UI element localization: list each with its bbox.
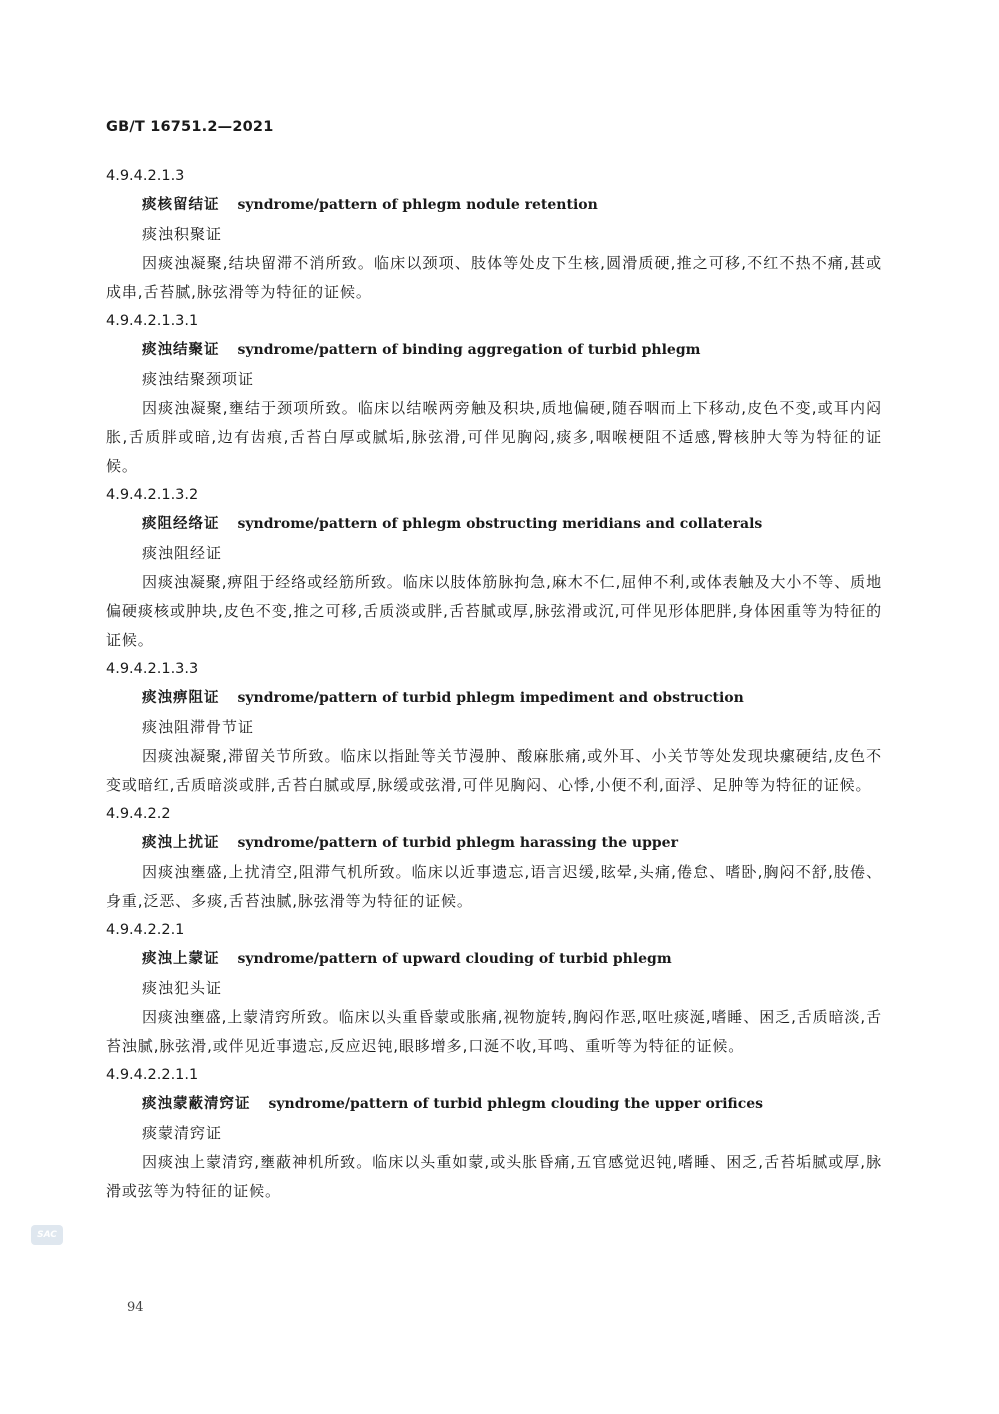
clause-number: 4.9.4.2.1.3 bbox=[106, 168, 185, 184]
term-english: syndrome/pattern of turbid phlegm impediment and obstruction bbox=[237, 690, 744, 706]
term-chinese: 痰浊痹阻证 bbox=[142, 690, 220, 706]
clause-number: 4.9.4.2.1.3.2 bbox=[106, 487, 199, 503]
definition: 因痰浊上蒙清窍,壅蔽神机所致。临床以头重如蒙,或头胀昏痛,五官感觉迟钝,嗜睡、困乏,舌苔垢腻或厚,脉滑或弦等为特征的证候。 bbox=[106, 1153, 882, 1200]
synonym: 痰浊结聚颈项证 bbox=[142, 370, 255, 388]
page-number: 94 bbox=[127, 1300, 144, 1315]
term-english: syndrome/pattern of phlegm nodule retention bbox=[237, 197, 598, 213]
term-line bbox=[106, 684, 882, 713]
term-chinese: 痰浊上蒙证 bbox=[142, 951, 220, 967]
definition: 因痰浊壅盛,上扰清空,阻滞气机所致。临床以近事遗忘,语言迟缓,眩晕,头痛,倦怠、嗜卧,胸闷不舒,肢倦、身重,泛恶、多痰,舌苔浊腻,脉弦滑等为特征的证候。 bbox=[106, 863, 882, 910]
term-english: syndrome/pattern of turbid phlegm harassing the upper bbox=[237, 835, 678, 851]
entry-4-9-4-2-2-1-1 bbox=[106, 1061, 882, 1206]
term-english: syndrome/pattern of upward clouding of turbid phlegm bbox=[237, 951, 672, 967]
term-english: syndrome/pattern of phlegm obstructing meridians and collaterals bbox=[237, 516, 763, 532]
definition: 因痰浊凝聚,壅结于颈项所致。临床以结喉两旁触及积块,质地偏硬,随吞咽而上下移动,皮色不变,或耳内闷胀,舌质胖或暗,边有齿痕,舌苔白厚或腻垢,脉弦滑,可伴见胸闷,痰多,咽喉梗阻不适感,臀核肿大等为特征的证候。 bbox=[106, 399, 882, 475]
term-chinese: 痰阻经络证 bbox=[142, 516, 220, 532]
synonym: 痰浊积聚证 bbox=[142, 225, 223, 243]
term-chinese: 痰浊结聚证 bbox=[142, 342, 220, 358]
standard-code-header: GB/T 16751.2—2021 bbox=[106, 119, 274, 135]
entry-4-9-4-2-1-3-3 bbox=[106, 655, 882, 800]
term-chinese: 痰核留结证 bbox=[142, 197, 220, 213]
clause-number: 4.9.4.2.1.3.3 bbox=[106, 661, 199, 677]
synonym: 痰蒙清窍证 bbox=[142, 1124, 223, 1142]
entry-4-9-4-2-2-1 bbox=[106, 916, 882, 1061]
term-line bbox=[106, 829, 882, 858]
entry-4-9-4-2-1-3-2 bbox=[106, 481, 882, 655]
sac-watermark-logo: SAC bbox=[31, 1225, 63, 1245]
term-chinese: 痰浊上扰证 bbox=[142, 835, 220, 851]
entry-4-9-4-2-1-3-1 bbox=[106, 307, 882, 481]
term-english: syndrome/pattern of binding aggregation of turbid phlegm bbox=[237, 342, 701, 358]
entry-list bbox=[106, 162, 882, 1206]
term-line bbox=[106, 336, 882, 365]
term-line bbox=[106, 191, 882, 220]
synonym: 痰浊犯头证 bbox=[142, 979, 223, 997]
term-english: syndrome/pattern of turbid phlegm clouding the upper orifices bbox=[268, 1096, 764, 1112]
definition: 因痰浊凝聚,结块留滞不消所致。临床以颈项、肢体等处皮下生核,圆滑质硬,推之可移,不红不热不痛,甚或成串,舌苔腻,脉弦滑等为特征的证候。 bbox=[106, 254, 882, 301]
clause-number: 4.9.4.2.1.3.1 bbox=[106, 313, 199, 329]
clause-number: 4.9.4.2.2.1 bbox=[106, 922, 185, 938]
entry-4-9-4-2-2 bbox=[106, 800, 882, 916]
definition: 因痰浊凝聚,痹阻于经络或经筋所致。临床以肢体筋脉拘急,麻木不仁,屈伸不利,或体表触及大小不等、质地偏硬痰核或肿块,皮色不变,推之可移,舌质淡或胖,舌苔腻或厚,脉弦滑或沉,可伴见形体肥胖,身体困重等为特征的证候。 bbox=[106, 573, 882, 649]
term-line bbox=[106, 510, 882, 539]
synonym: 痰浊阻经证 bbox=[142, 544, 223, 562]
term-chinese: 痰浊蒙蔽清窍证 bbox=[142, 1096, 251, 1112]
definition: 因痰浊壅盛,上蒙清窍所致。临床以头重昏蒙或胀痛,视物旋转,胸闷作恶,呕吐痰涎,嗜睡、困乏,舌质暗淡,舌苔浊腻,脉弦滑,或伴见近事遗忘,反应迟钝,眼眵增多,口涎不收,耳鸣、重听等为特征的证候。 bbox=[106, 1008, 882, 1055]
clause-number: 4.9.4.2.2 bbox=[106, 806, 171, 822]
clause-number: 4.9.4.2.2.1.1 bbox=[106, 1067, 199, 1083]
definition: 因痰浊凝聚,滞留关节所致。临床以指趾等关节漫肿、酸麻胀痛,或外耳、小关节等处发现块瘰硬结,皮色不变或暗红,舌质暗淡或胖,舌苔白腻或厚,脉缓或弦滑,可伴见胸闷、心悸,小便不利,面浮、足肿等为特征的证候。 bbox=[106, 747, 882, 794]
term-line bbox=[106, 945, 882, 974]
term-line bbox=[106, 1090, 882, 1119]
entry-4-9-4-2-1-3 bbox=[106, 162, 882, 307]
synonym: 痰浊阻滞骨节证 bbox=[142, 718, 255, 736]
